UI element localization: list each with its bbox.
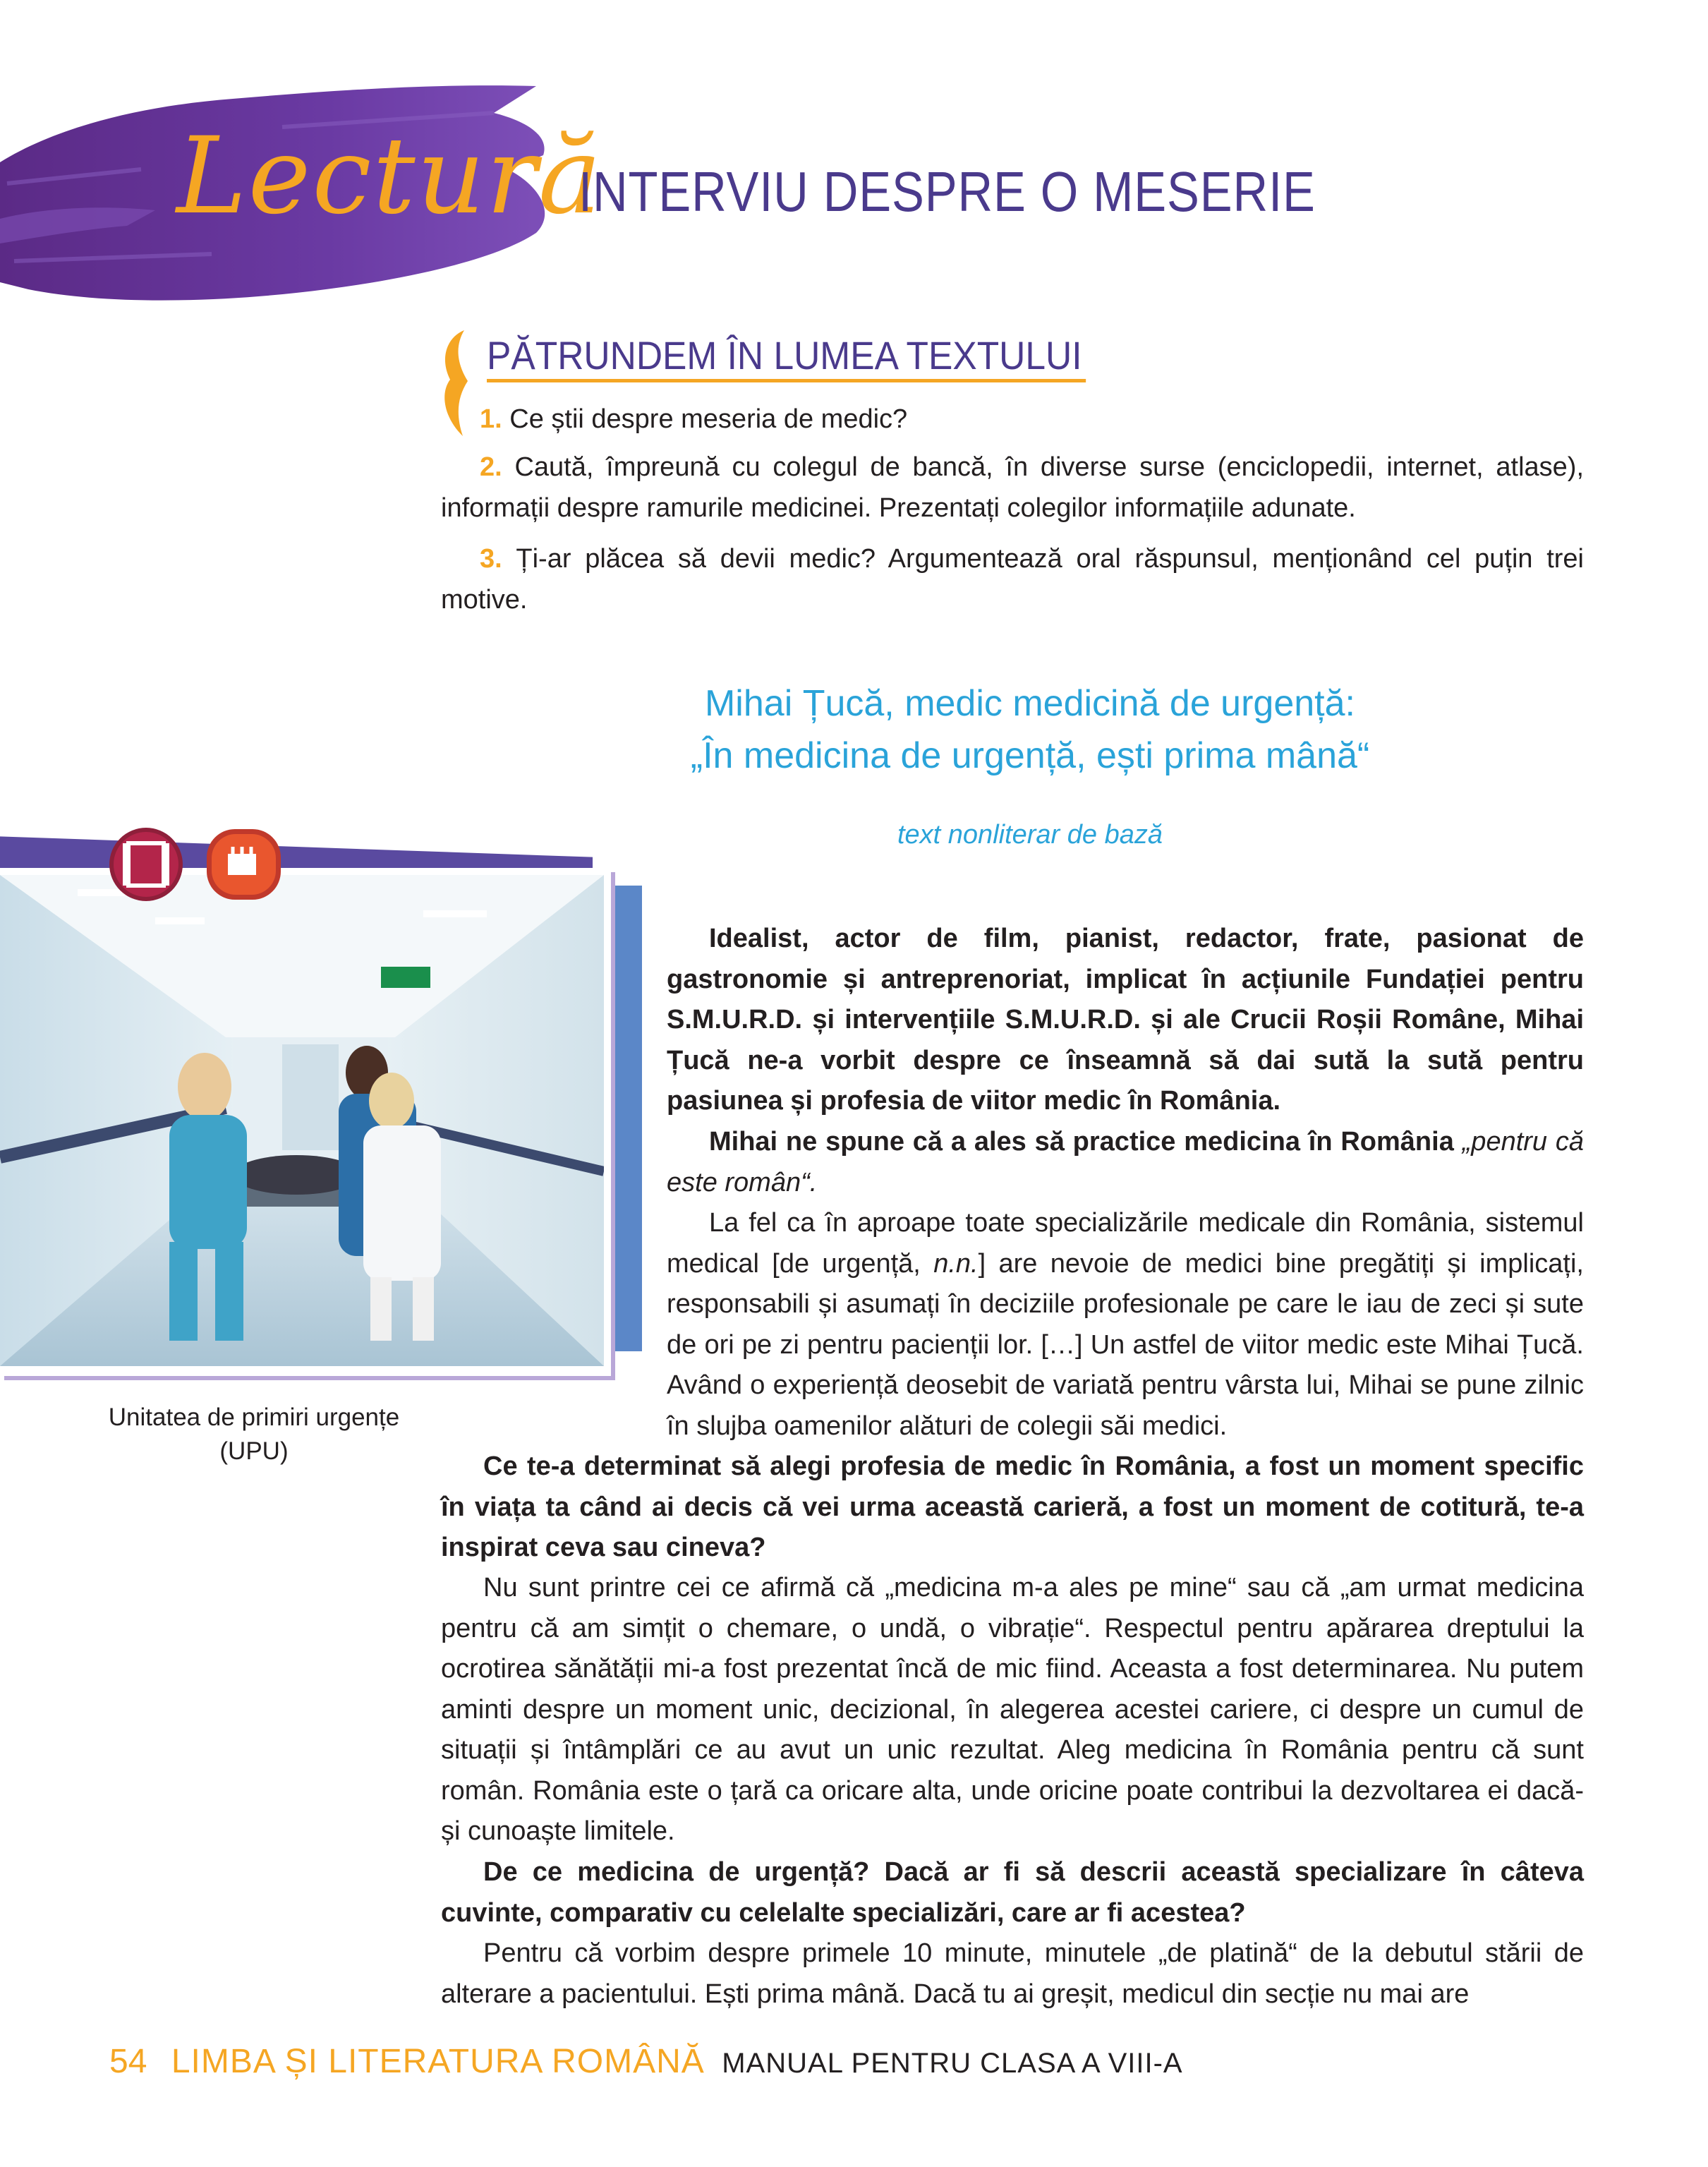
question-number: 1.	[480, 404, 502, 434]
question-1	[441, 399, 1584, 440]
question-number: 2.	[480, 452, 502, 482]
paragraph-italic-text: n.n.	[933, 1248, 979, 1279]
page-footer	[109, 2045, 1183, 2079]
lectura-logo: Lectură	[176, 115, 603, 238]
hospital-corridor-photo	[0, 875, 604, 1366]
paragraph-italic-text: „pentru că este român“.	[667, 1127, 1585, 1197]
interview-answer: Nu sunt printre cei ce afirmă că „medicina m-a ales pe mine“ sau că „am urmat medicina pentru că am simțit o chemare, o undă, o vibrație“. Respectul pentru apărarea dreptului la ocrotirea sănătății mi-a fost prezentat încă de mic fiind. Aceasta a fost determinarea. Nu putem aminti despre un moment unic, decizional, în alegerea acestei cariere, ci despre un cumul de situații și întâmplări ce au avut un unic rezultat. Aleg medicina în România pentru că sunt român. România este o țară ca oricare alta, unde oricine poate contribui la dezvoltarea ei dacă-și cunoaște limitele.	[441, 1573, 1584, 1846]
photo-caption	[85, 1401, 423, 1468]
text-type-label: text nonliterar de bază	[897, 820, 1163, 850]
interview-question: De ce medicina de urgență? Dacă ar fi să descrii această specializare în câteva cuvinte, comparativ cu celelalte specializări, care ar fi acestea?	[441, 1857, 1584, 1928]
article-intro: Idealist, actor de film, pianist, redactor, frate, pasionat de gastronomie și antreprenoriat, implicat în acțiunile Fundației pentru S.M.U.R.D. și intervențiile S.M.U.R.D. și ale Crucii Roșii Române, Mihai Țucă ne-a vorbit despre ce înseamnă să dai sută la sută pentru pasiunea și profesia de viitor medic în România.	[667, 924, 1584, 1116]
page-title: INTERVIU DESPRE O MESERIE	[579, 160, 1316, 223]
book-title: LIMBA ȘI LITERATURA ROMÂNĂ	[171, 2043, 705, 2080]
section-heading: PĂTRUNDEM ÎN LUMEA TEXTULUI	[487, 332, 1086, 382]
article-paragraph	[667, 1122, 1584, 1203]
article-paragraph	[667, 1203, 1584, 1447]
paragraph-text: La fel ca în aproape toate specializările medicale din România, sistemul medical [de urgență,	[667, 1208, 1584, 1279]
caption-line: (UPU)	[219, 1437, 289, 1465]
article-title-line: „În medicina de urgență, ești prima mână“	[690, 735, 1370, 776]
paragraph-bold-text: Mihai ne spune că a ales să practice medicina în România	[709, 1127, 1454, 1157]
question-text: Caută, împreună cu colegul de bancă, în diverse surse (enciclopedii, internet, atlase), informații despre ramurile medicinei. Prezentați colegilor informațiile adunate.	[441, 452, 1585, 523]
paragraph-text: ] are nevoie de medici bine pregătiți și implicați, responsabili și asumați în deciziile profesionale pe care le iau de zeci și sute de ori pe zi pentru pacienții lor. […] Un astfel de viitor medic este Mihai Țucă. Având o experiență deosebit de variată pentru vârsta lui, Mihai se pune zilnic în slujba oamenilor alături de colegii săi medici.	[667, 1248, 1584, 1441]
article-title	[635, 677, 1425, 782]
page-number: 54	[109, 2043, 147, 2080]
question-2	[441, 447, 1584, 529]
article-title-line: Mihai Țucă, medic medicină de urgență:	[704, 683, 1355, 724]
question-text: Ți-ar plăcea să devii medic? Argumentează oral răspunsul, menționând cel puțin trei motive.	[441, 544, 1584, 615]
interview-answer: Pentru că vorbim despre primele 10 minute, minutele „de platină“ de la debutul stării de alterare a pacientului. Ești prima mână. Dacă tu ai greșit, medicul din secție nu mai are	[441, 1938, 1584, 2009]
interview-question: Ce te-a determinat să alegi profesia de medic în România, a fost un moment specific în viața ta când ai decis că vei urma această carieră, a fost un moment de cotitură, te-a inspirat ceva sau cineva?	[441, 1451, 1584, 1562]
question-text: Ce știi despre meseria de medic?	[509, 404, 908, 434]
question-3	[441, 538, 1584, 620]
book-subtitle: MANUAL PENTRU CLASA A VIII-A	[722, 2048, 1183, 2079]
video-icon[interactable]	[107, 826, 185, 903]
question-number: 3.	[480, 544, 502, 574]
audio-icon[interactable]	[203, 826, 284, 903]
caption-line: Unitatea de primiri urgențe	[108, 1404, 400, 1431]
